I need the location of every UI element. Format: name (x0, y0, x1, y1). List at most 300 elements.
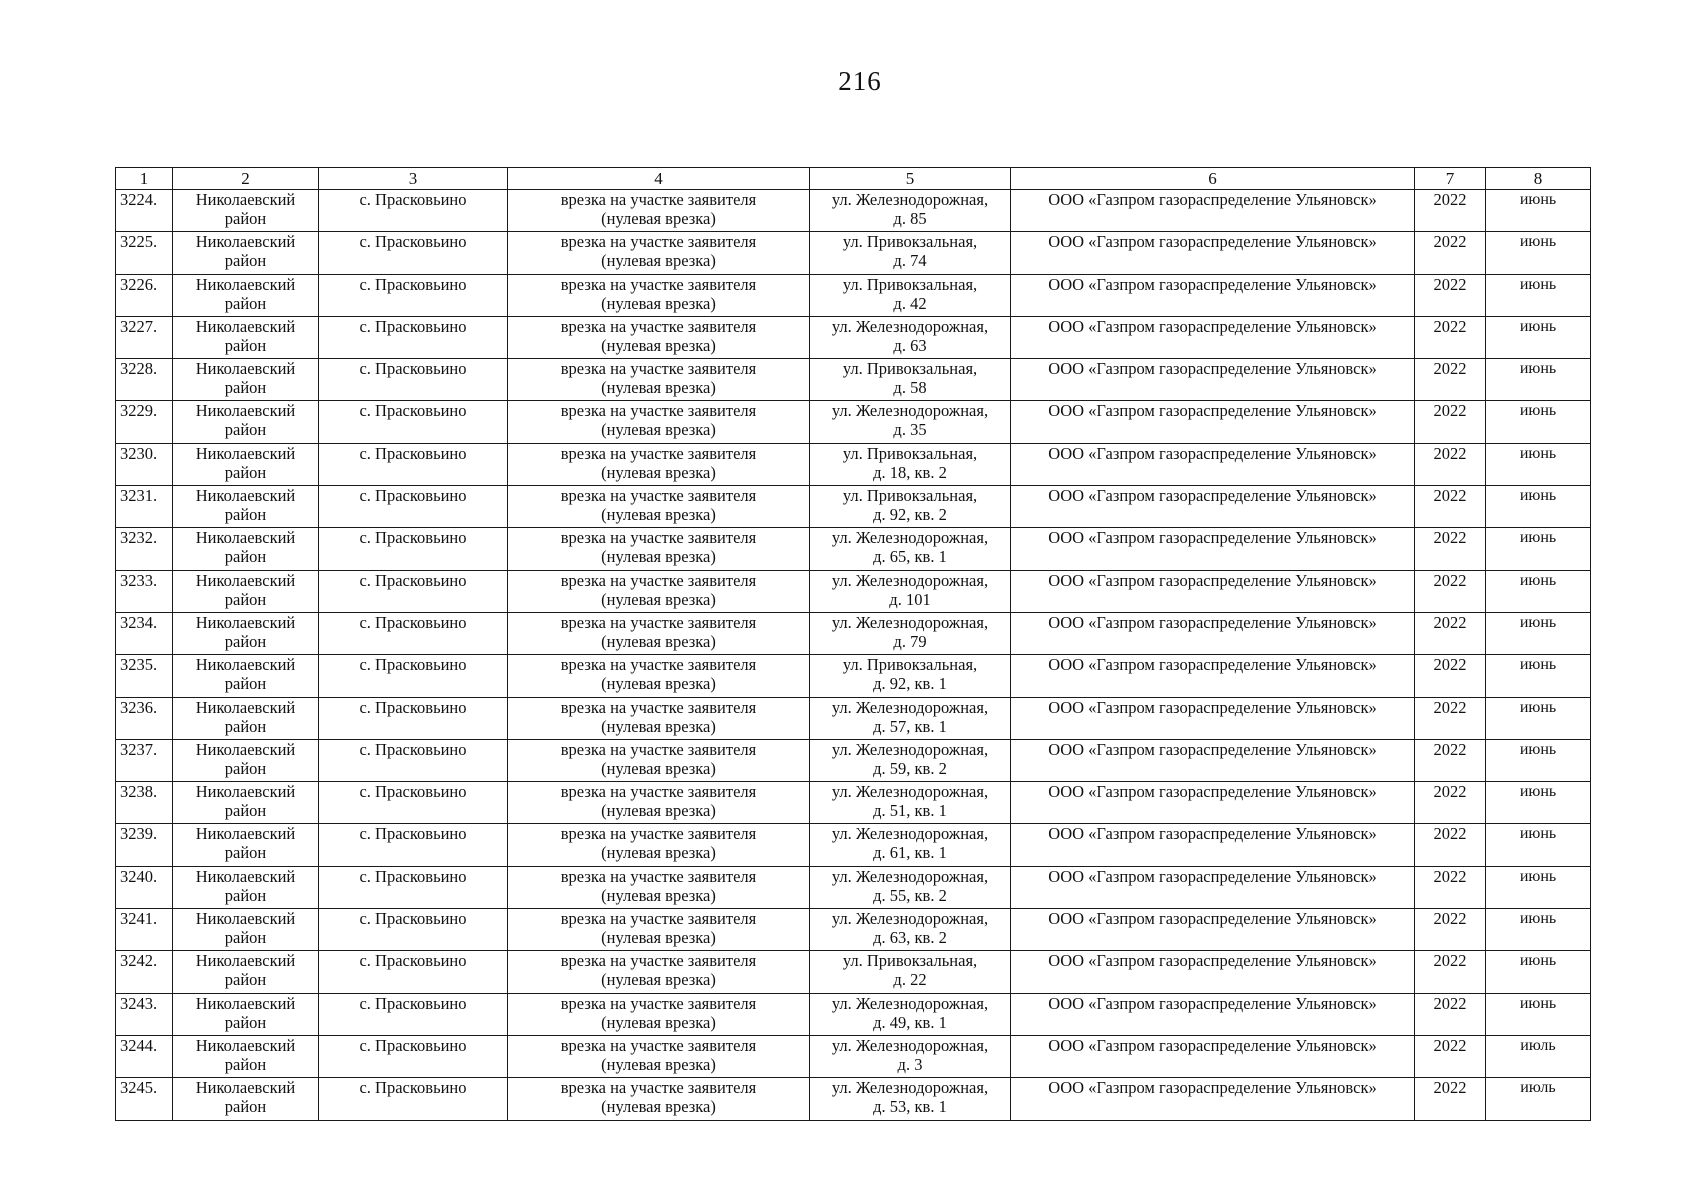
month: июнь (1519, 360, 1557, 378)
village-cell (319, 1078, 508, 1120)
district-name: Николаевский (195, 951, 296, 971)
work-type-note: (нулевая врезка) (601, 631, 716, 651)
district-suffix: район (224, 928, 267, 948)
address-house: д. 57, кв. 1 (873, 716, 947, 736)
year-cell (1415, 443, 1486, 485)
work-type-note: (нулевая врезка) (601, 843, 716, 863)
month-cell (1486, 528, 1591, 570)
month: июнь (1519, 191, 1557, 208)
district-cell (173, 401, 319, 443)
village-name: с. Прасковьино (359, 486, 467, 506)
address-street: ул. Железнодорожная, (831, 570, 989, 590)
month: июнь (1519, 613, 1557, 631)
year-cell (1415, 486, 1486, 528)
work-type: врезка на участке заявителя (560, 316, 757, 336)
row-number-cell (116, 486, 173, 528)
month-cell (1486, 739, 1591, 781)
year-cell (1415, 951, 1486, 993)
row-number-cell (116, 232, 173, 274)
district-cell (173, 316, 319, 358)
district-cell (173, 866, 319, 908)
district-suffix: район (224, 1012, 267, 1032)
address-house: д. 51, кв. 1 (873, 801, 947, 821)
row-number: 3227. (120, 316, 158, 336)
work-type: врезка на участке заявителя (560, 528, 757, 548)
table-row (116, 782, 1591, 824)
year-cell (1415, 190, 1486, 232)
row-number: 3230. (120, 443, 158, 463)
row-number: 3239. (120, 824, 158, 844)
work-type: врезка на участке заявителя (560, 1035, 757, 1055)
work-type-cell (508, 528, 810, 570)
row-number-cell (116, 612, 173, 654)
organization-cell (1011, 1035, 1415, 1077)
district-cell (173, 612, 319, 654)
work-type-cell (508, 909, 810, 951)
district-cell (173, 443, 319, 485)
month: июнь (1519, 740, 1557, 758)
work-type: врезка на участке заявителя (560, 190, 757, 209)
year: 2022 (1433, 486, 1467, 506)
village-cell (319, 316, 508, 358)
address-cell (810, 486, 1011, 528)
page-number: 216 (838, 66, 882, 96)
row-number-cell (116, 909, 173, 951)
village-name: с. Прасковьино (359, 401, 467, 421)
work-type-note: (нулевая врезка) (601, 293, 716, 313)
work-type-note: (нулевая врезка) (601, 251, 716, 271)
district-cell (173, 570, 319, 612)
address-cell (810, 697, 1011, 739)
year: 2022 (1433, 782, 1467, 802)
address-street: ул. Железнодорожная, (831, 782, 989, 802)
work-type: врезка на участке заявителя (560, 739, 757, 759)
address-cell (810, 274, 1011, 316)
address-street: ул. Железнодорожная, (831, 1035, 989, 1055)
table-row (116, 824, 1591, 866)
work-type-cell (508, 486, 810, 528)
row-number: 3228. (120, 359, 158, 379)
address-cell (810, 401, 1011, 443)
row-number-cell (116, 528, 173, 570)
year: 2022 (1433, 359, 1467, 379)
organization-cell (1011, 993, 1415, 1035)
month-cell (1486, 274, 1591, 316)
row-number-cell (116, 316, 173, 358)
work-type-note: (нулевая врезка) (601, 462, 716, 482)
month: июнь (1519, 571, 1557, 589)
address-cell (810, 993, 1011, 1035)
table-row (116, 612, 1591, 654)
work-type-cell (508, 951, 810, 993)
organization-cell (1011, 866, 1415, 908)
year: 2022 (1433, 1035, 1467, 1055)
address-cell (810, 1035, 1011, 1077)
column-header-3: 3 (319, 168, 508, 190)
work-type-note: (нулевая врезка) (601, 378, 716, 398)
year: 2022 (1433, 697, 1467, 717)
table-row (116, 443, 1591, 485)
village-cell (319, 697, 508, 739)
table-row (116, 190, 1591, 232)
column-header-8: 8 (1486, 168, 1591, 190)
village-name: с. Прасковьино (359, 951, 467, 971)
address-cell (810, 612, 1011, 654)
month: июнь (1519, 825, 1557, 843)
village-name: с. Прасковьино (359, 866, 467, 886)
district-name: Николаевский (195, 570, 296, 590)
month: июль (1520, 1036, 1556, 1054)
work-type: врезка на участке заявителя (560, 951, 757, 971)
year: 2022 (1433, 612, 1467, 632)
district-name: Николаевский (195, 1035, 296, 1055)
work-type-note: (нулевая врезка) (601, 758, 716, 778)
address-house: д. 53, кв. 1 (873, 1097, 947, 1117)
work-type: врезка на участке заявителя (560, 824, 757, 844)
village-cell (319, 993, 508, 1035)
year: 2022 (1433, 739, 1467, 759)
address-house: д. 85 (893, 209, 927, 228)
district-name: Николаевский (195, 1078, 296, 1098)
organization-name: ООО «Газпром газораспределение Ульяновск» (1048, 190, 1377, 209)
row-number: 3234. (120, 612, 158, 632)
organization-cell (1011, 190, 1415, 232)
district-suffix: район (224, 1054, 267, 1074)
year: 2022 (1433, 316, 1467, 336)
address-cell (810, 824, 1011, 866)
village-name: с. Прасковьино (359, 528, 467, 548)
address-cell (810, 316, 1011, 358)
organization-name: ООО «Газпром газораспределение Ульяновск» (1048, 909, 1377, 929)
village-cell (319, 274, 508, 316)
organization-name: ООО «Газпром газораспределение Ульяновск» (1048, 951, 1377, 971)
row-number: 3235. (120, 655, 158, 675)
work-type-note: (нулевая врезка) (601, 335, 716, 355)
row-number-cell (116, 1035, 173, 1077)
address-street: ул. Железнодорожная, (831, 401, 989, 421)
year-cell (1415, 993, 1486, 1035)
village-name: с. Прасковьино (359, 993, 467, 1013)
district-cell (173, 359, 319, 401)
row-number-cell (116, 739, 173, 781)
row-number: 3237. (120, 739, 158, 759)
work-type: врезка на участке заявителя (560, 570, 757, 590)
year: 2022 (1433, 443, 1467, 463)
organization-cell (1011, 739, 1415, 781)
address-street: ул. Железнодорожная, (831, 866, 989, 886)
address-cell (810, 655, 1011, 697)
district-suffix: район (224, 970, 267, 990)
address-cell (810, 866, 1011, 908)
work-type: врезка на участке заявителя (560, 1078, 757, 1098)
address-cell (810, 782, 1011, 824)
organization-cell (1011, 655, 1415, 697)
organization-cell (1011, 570, 1415, 612)
district-suffix: район (224, 251, 267, 271)
district-suffix: район (224, 420, 267, 440)
address-house: д. 74 (893, 251, 927, 271)
work-type-note: (нулевая врезка) (601, 209, 716, 228)
table-row (116, 951, 1591, 993)
month: июнь (1519, 444, 1557, 462)
address-house: д. 35 (893, 420, 927, 440)
village-cell (319, 1035, 508, 1077)
work-type-note: (нулевая врезка) (601, 505, 716, 525)
month-cell (1486, 993, 1591, 1035)
district-suffix: район (224, 674, 267, 694)
work-type-note: (нулевая врезка) (601, 420, 716, 440)
row-number: 3238. (120, 782, 158, 802)
village-name: с. Прасковьино (359, 782, 467, 802)
village-cell (319, 232, 508, 274)
month: июнь (1519, 783, 1557, 801)
address-street: ул. Железнодорожная, (831, 528, 989, 548)
district-cell (173, 697, 319, 739)
organization-name: ООО «Газпром газораспределение Ульяновск» (1048, 443, 1377, 463)
organization-name: ООО «Газпром газораспределение Ульяновск» (1048, 697, 1377, 717)
district-cell (173, 486, 319, 528)
year: 2022 (1433, 401, 1467, 421)
year-cell (1415, 570, 1486, 612)
address-house: д. 92, кв. 2 (873, 505, 947, 525)
work-type: врезка на участке заявителя (560, 866, 757, 886)
column-header-4: 4 (508, 168, 810, 190)
year: 2022 (1433, 528, 1467, 548)
address-street: ул. Привокзальная, (842, 443, 978, 463)
column-header-2: 2 (173, 168, 319, 190)
work-type: врезка на участке заявителя (560, 782, 757, 802)
organization-cell (1011, 697, 1415, 739)
year-cell (1415, 359, 1486, 401)
table-row (116, 232, 1591, 274)
address-house: д. 92, кв. 1 (873, 674, 947, 694)
organization-cell (1011, 528, 1415, 570)
district-cell (173, 909, 319, 951)
year-cell (1415, 782, 1486, 824)
row-number: 3224. (120, 190, 158, 209)
village-cell (319, 443, 508, 485)
month: июнь (1519, 317, 1557, 335)
district-name: Николаевский (195, 655, 296, 675)
village-cell (319, 570, 508, 612)
month-cell (1486, 1035, 1591, 1077)
month-cell (1486, 232, 1591, 274)
organization-name: ООО «Газпром газораспределение Ульяновск» (1048, 993, 1377, 1013)
district-suffix: район (224, 589, 267, 609)
work-type-cell (508, 359, 810, 401)
address-cell (810, 951, 1011, 993)
district-suffix: район (224, 801, 267, 821)
organization-name: ООО «Газпром газораспределение Ульяновск» (1048, 232, 1377, 252)
work-type-cell (508, 612, 810, 654)
district-name: Николаевский (195, 697, 296, 717)
district-suffix: район (224, 1097, 267, 1117)
month-cell (1486, 909, 1591, 951)
work-type: врезка на участке заявителя (560, 612, 757, 632)
year-cell (1415, 274, 1486, 316)
address-house: д. 63 (893, 335, 927, 355)
district-cell (173, 1035, 319, 1077)
year-cell (1415, 697, 1486, 739)
district-name: Николаевский (195, 401, 296, 421)
district-name: Николаевский (195, 359, 296, 379)
address-street: ул. Привокзальная, (842, 232, 978, 252)
month-cell (1486, 951, 1591, 993)
row-number: 3236. (120, 697, 158, 717)
work-type-note: (нулевая врезка) (601, 970, 716, 990)
table-body (116, 190, 1591, 1121)
district-cell (173, 824, 319, 866)
organization-cell (1011, 909, 1415, 951)
year: 2022 (1433, 1078, 1467, 1098)
address-street: ул. Привокзальная, (842, 655, 978, 675)
month-cell (1486, 612, 1591, 654)
organization-cell (1011, 401, 1415, 443)
table-row (116, 316, 1591, 358)
row-number-cell (116, 697, 173, 739)
organization-name: ООО «Газпром газораспределение Ульяновск» (1048, 486, 1377, 506)
work-type-cell (508, 1035, 810, 1077)
organization-cell (1011, 1078, 1415, 1120)
row-number-cell (116, 570, 173, 612)
row-number-cell (116, 824, 173, 866)
village-name: с. Прасковьино (359, 443, 467, 463)
month: июнь (1519, 529, 1557, 547)
column-header-7: 7 (1415, 168, 1486, 190)
organization-name: ООО «Газпром газораспределение Ульяновск» (1048, 824, 1377, 844)
row-number: 3232. (120, 528, 158, 548)
table-row (116, 739, 1591, 781)
work-type-note: (нулевая врезка) (601, 801, 716, 821)
village-name: с. Прасковьино (359, 190, 467, 209)
month-cell (1486, 190, 1591, 232)
address-street: ул. Привокзальная, (842, 359, 978, 379)
organization-cell (1011, 951, 1415, 993)
month: июль (1520, 1079, 1556, 1097)
village-name: с. Прасковьино (359, 316, 467, 336)
month-cell (1486, 443, 1591, 485)
month: июнь (1519, 867, 1557, 885)
year: 2022 (1433, 570, 1467, 590)
month-cell (1486, 697, 1591, 739)
village-name: с. Прасковьино (359, 909, 467, 929)
month: июнь (1519, 698, 1557, 716)
address-street: ул. Железнодорожная, (831, 824, 989, 844)
address-cell (810, 739, 1011, 781)
row-number: 3243. (120, 993, 158, 1013)
district-cell (173, 1078, 319, 1120)
village-cell (319, 612, 508, 654)
organization-cell (1011, 486, 1415, 528)
month: июнь (1519, 994, 1557, 1012)
address-cell (810, 232, 1011, 274)
address-cell (810, 1078, 1011, 1120)
year-cell (1415, 739, 1486, 781)
organization-cell (1011, 232, 1415, 274)
year: 2022 (1433, 993, 1467, 1013)
month: июнь (1519, 487, 1557, 505)
work-type-cell (508, 570, 810, 612)
district-suffix: район (224, 885, 267, 905)
year-cell (1415, 866, 1486, 908)
year-cell (1415, 401, 1486, 443)
address-house: д. 101 (889, 589, 931, 609)
row-number: 3233. (120, 570, 158, 590)
district-name: Николаевский (195, 443, 296, 463)
year-cell (1415, 824, 1486, 866)
row-number-cell (116, 1078, 173, 1120)
address-street: ул. Привокзальная, (842, 486, 978, 506)
row-number: 3231. (120, 486, 158, 506)
work-type-note: (нулевая врезка) (601, 716, 716, 736)
village-name: с. Прасковьино (359, 274, 467, 294)
organization-name: ООО «Газпром газораспределение Ульяновск» (1048, 359, 1377, 379)
district-name: Николаевский (195, 528, 296, 548)
work-type-cell (508, 993, 810, 1035)
row-number-cell (116, 782, 173, 824)
district-name: Николаевский (195, 190, 296, 209)
work-type-cell (508, 739, 810, 781)
district-name: Николаевский (195, 316, 296, 336)
work-type-cell (508, 1078, 810, 1120)
work-type-cell (508, 232, 810, 274)
row-number-cell (116, 274, 173, 316)
work-type-note: (нулевая врезка) (601, 1012, 716, 1032)
organization-name: ООО «Газпром газораспределение Ульяновск» (1048, 866, 1377, 886)
row-number-cell (116, 951, 173, 993)
table-row (116, 359, 1591, 401)
month-cell (1486, 486, 1591, 528)
address-cell (810, 443, 1011, 485)
month: июнь (1519, 275, 1557, 293)
district-name: Николаевский (195, 866, 296, 886)
district-suffix: район (224, 209, 267, 228)
village-cell (319, 359, 508, 401)
organization-cell (1011, 612, 1415, 654)
row-number: 3245. (120, 1078, 158, 1098)
address-house: д. 49, кв. 1 (873, 1012, 947, 1032)
village-name: с. Прасковьино (359, 1078, 467, 1098)
table-row (116, 993, 1591, 1035)
month: июнь (1519, 910, 1557, 928)
work-type-note: (нулевая врезка) (601, 674, 716, 694)
column-header-5: 5 (810, 168, 1011, 190)
district-name: Николаевский (195, 824, 296, 844)
district-cell (173, 528, 319, 570)
table-row (116, 866, 1591, 908)
work-type-cell (508, 443, 810, 485)
month-cell (1486, 782, 1591, 824)
work-type-note: (нулевая врезка) (601, 1097, 716, 1117)
address-street: ул. Железнодорожная, (831, 739, 989, 759)
address-house: д. 63, кв. 2 (873, 928, 947, 948)
work-type: врезка на участке заявителя (560, 993, 757, 1013)
work-type-note: (нулевая врезка) (601, 547, 716, 567)
organization-cell (1011, 359, 1415, 401)
village-cell (319, 951, 508, 993)
table-row (116, 528, 1591, 570)
year-cell (1415, 232, 1486, 274)
table-row (116, 655, 1591, 697)
work-type: врезка на участке заявителя (560, 443, 757, 463)
organization-name: ООО «Газпром газораспределение Ульяновск» (1048, 274, 1377, 294)
year: 2022 (1433, 824, 1467, 844)
table-row (116, 401, 1591, 443)
year-cell (1415, 316, 1486, 358)
district-suffix: район (224, 631, 267, 651)
village-name: с. Прасковьино (359, 655, 467, 675)
address-house: д. 22 (893, 970, 927, 990)
